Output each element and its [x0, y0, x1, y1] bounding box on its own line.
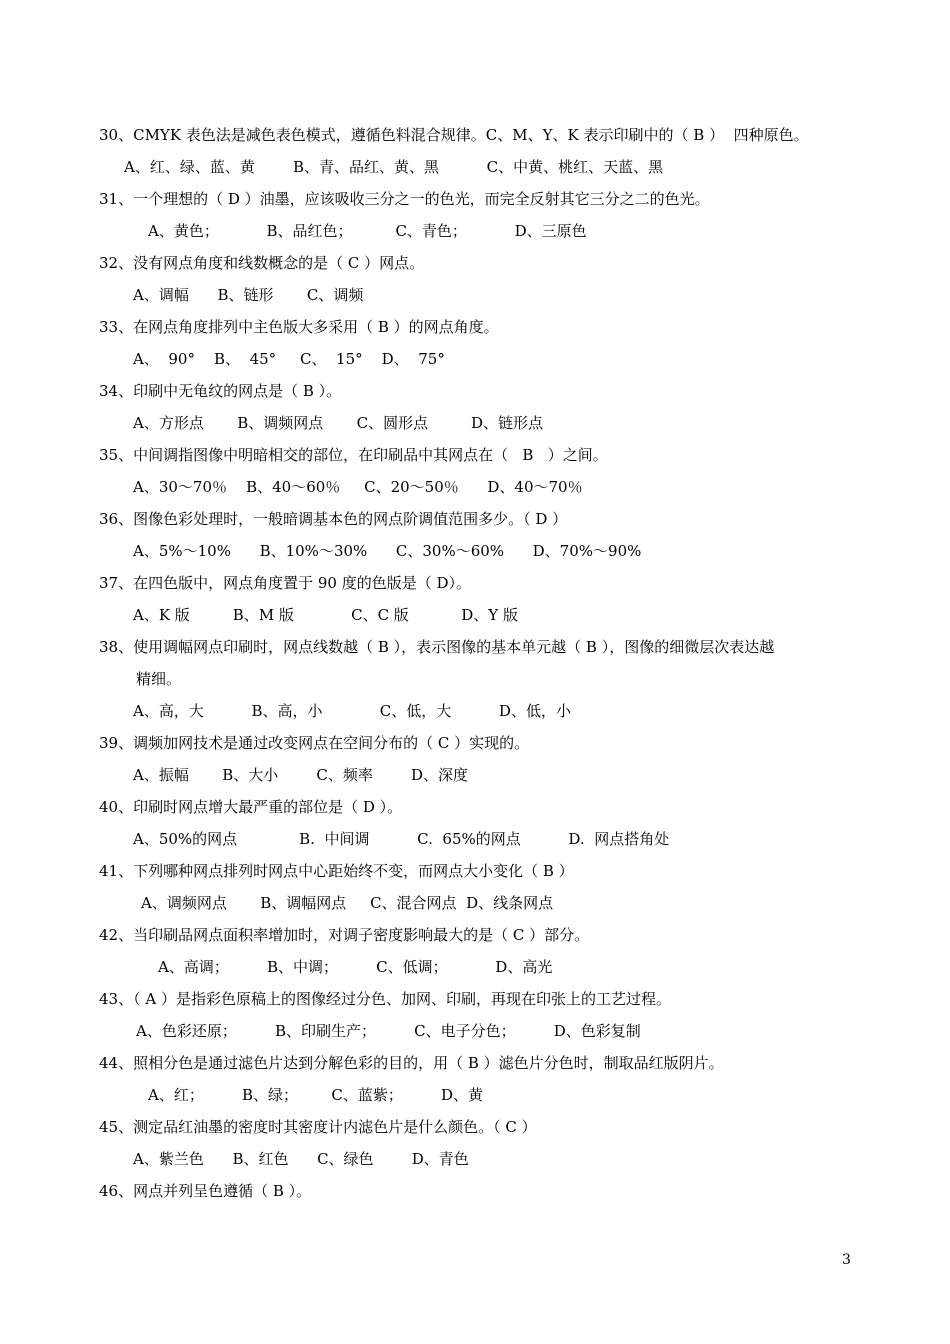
question-35-stem: 35、中间调指图像中明暗相交的部位，在印刷品中其网点在（ B ）之间。 — [99, 446, 608, 464]
question-30-stem: 30、CMYK 表色法是减色表色模式，遵循色料混合规律。C、M、Y、K 表示印刷中的（ B ） 四种原色。 — [99, 126, 809, 144]
question-33-stem: 33、在网点角度排列中主色版大多采用（ B ）的网点角度。 — [99, 318, 499, 336]
question-37-options: A、K 版 B、M 版 C、C 版 D、Y 版 — [133, 606, 518, 624]
question-31-options: A、黄色； B、品红色； C、青色； D、三原色 — [148, 222, 587, 240]
question-41-stem: 41、下列哪种网点排列时网点中心距始终不变，而网点大小变化（ B ） — [99, 862, 574, 880]
question-36-options: A、5%～10% B、10%～30% C、30%～60% D、70%～90% — [133, 542, 642, 560]
question-32-options: A、调幅 B、链形 C、调频 — [133, 286, 364, 304]
question-42-options: A、高调； B、中调； C、低调； D、高光 — [158, 958, 553, 976]
question-37-stem: 37、在四色版中，网点角度置于 90 度的色版是（ D）。 — [99, 574, 472, 592]
question-41-options: A、调频网点 B、调幅网点 C、混合网点 D、线条网点 — [141, 894, 554, 912]
question-34-stem: 34、印刷中无龟纹的网点是（ B ）。 — [99, 382, 342, 400]
question-38-stem: 38、使用调幅网点印刷时，网点线数越（ B ），表示图像的基本单元越（ B ），图像的细微层次表达越 — [99, 638, 775, 656]
question-36-stem: 36、图像色彩处理时，一般暗调基本色的网点阶调值范围多少。（ D ） — [99, 510, 568, 528]
question-43-options: A、色彩还原； B、印刷生产； C、电子分色； D、色彩复制 — [136, 1022, 641, 1040]
question-39-stem: 39、调频加网技术是通过改变网点在空间分布的（ C ）实现的。 — [99, 734, 530, 752]
question-39-options: A、振幅 B、大小 C、频率 D、深度 — [133, 766, 469, 784]
question-38-options: A、高，大 B、高，小 C、低，大 D、低，小 — [133, 702, 571, 720]
question-40-stem: 40、印刷时网点增大最严重的部位是（ D ）。 — [99, 798, 403, 816]
question-30-options: A、红、绿、蓝、黄 B、青、品红、黄、黑 C、中黄、桃红、天蓝、黑 — [124, 158, 664, 176]
question-38-stem-continued: 精细。 — [136, 670, 182, 688]
question-42-stem: 42、当印刷品网点面积率增加时，对调子密度影响最大的是（ C ）部分。 — [99, 926, 590, 944]
question-44-stem: 44、照相分色是通过滤色片达到分解色彩的目的，用（ B ）滤色片分色时，制取品红版阴片。 — [99, 1054, 724, 1072]
question-45-options: A、紫兰色 B、红色 C、绿色 D、青色 — [133, 1150, 469, 1168]
question-32-stem: 32、没有网点角度和线数概念的是（ C ）网点。 — [99, 254, 425, 272]
question-44-options: A、红； B、绿； C、蓝紫； D、黄 — [148, 1086, 484, 1104]
question-31-stem: 31、一个理想的（ D ）油墨，应该吸收三分之一的色光，而完全反射其它三分之二的色光。 — [99, 190, 710, 208]
page-number: 3 — [842, 1252, 851, 1268]
question-34-options: A、方形点 B、调频网点 C、圆形点 D、链形点 — [133, 414, 544, 432]
question-43-stem: 43、（ A ）是指彩色原稿上的图像经过分色、加网、印刷，再现在印张上的工艺过程。 — [99, 990, 671, 1008]
question-33-options: A、 90° B、 45° C、 15° D、 75° — [133, 350, 445, 368]
question-40-options: A、50%的网点 B. 中间调 C. 65%的网点 D. 网点搭角处 — [133, 830, 670, 848]
question-46-stem: 46、网点并列呈色遵循（ B ）。 — [99, 1182, 312, 1200]
question-45-stem: 45、测定品红油墨的密度时其密度计内滤色片是什么颜色。（ C ） — [99, 1118, 537, 1136]
question-35-options: A、30～70％ B、40～60％ C、20～50％ D、40～70％ — [133, 478, 583, 496]
